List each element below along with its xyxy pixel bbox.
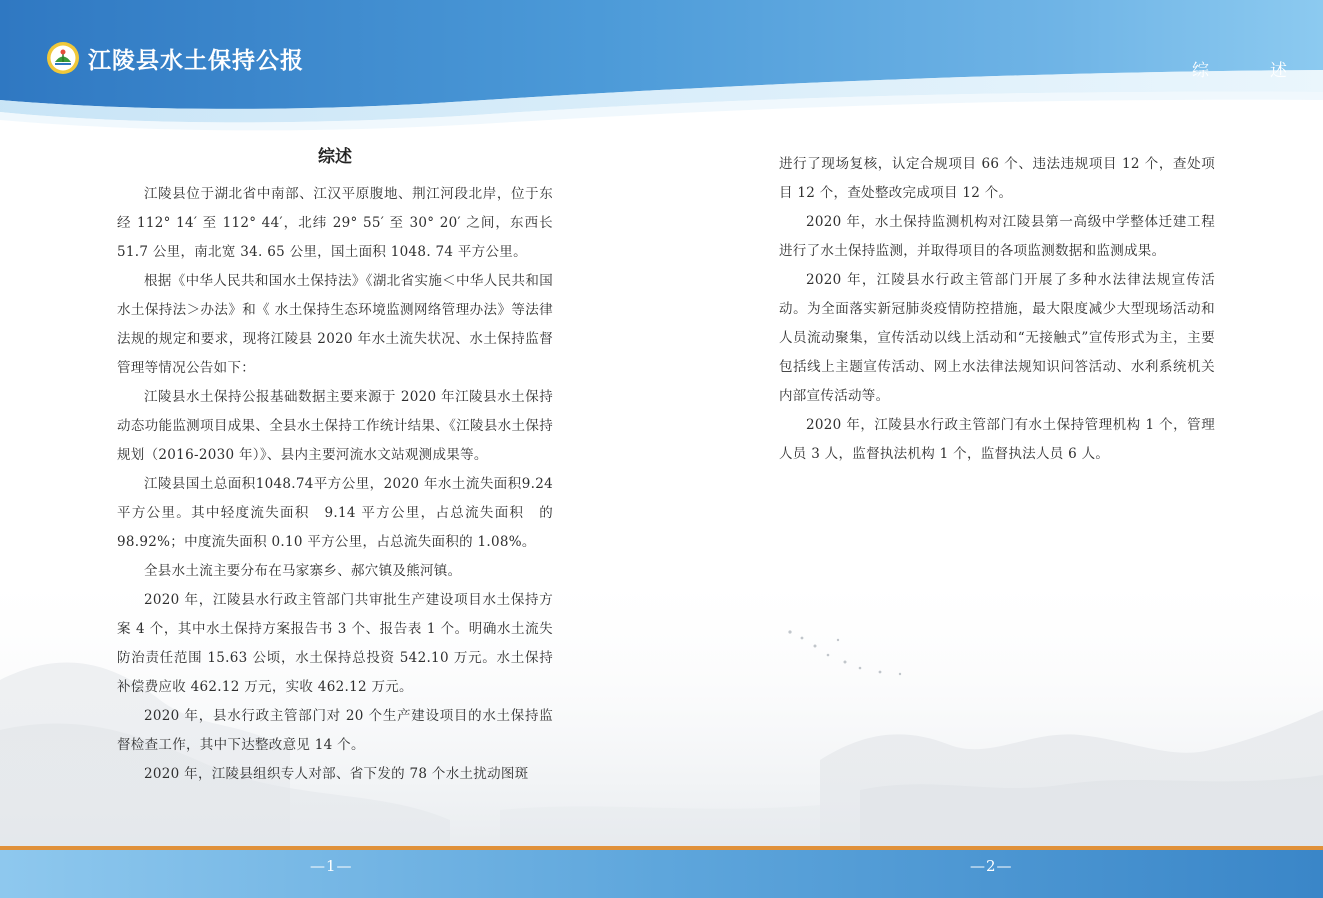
paragraph: 2020 年，县水行政主管部门对 20 个生产建设项目的水土保持监督检查工作，其中下达整改意见 14 个。: [117, 708, 553, 753]
footer-banner: [0, 846, 1323, 898]
paragraph: 江陵县水土保持公报基础数据主要来源于 2020 年江陵县水土保持动态功能监测项目成果、全县水土保持工作统计结果、《江陵县水土保持规划（2016-2030 年）》、县内主要河流水文站观测成果等。: [117, 389, 553, 463]
section-label: 综 述: [1192, 61, 1309, 81]
paragraph: 2020 年，江陵县水行政主管部门开展了多种水法律法规宣传活动。为全面落实新冠肺炎疫情防控措施，最大限度减少大型现场活动和人员流动聚集，宣传活动以线上活动和“无接触式”宣传形式为主，主要包括线上主题宣传活动、网上水法律法规知识问答活动、水利系统机关内部宣传活动等。: [779, 272, 1215, 404]
paragraph: 江陵县位于湖北省中南部、江汉平原腹地、荆江河段北岸，位于东经 112° 14′ 至 112° 44′，北纬 29° 55′ 至 30° 20′ 之间，东西长 51.7 公里，南北宽 34. 65 公里，国土面积 1048. 74 平方公里。: [117, 186, 553, 260]
paragraph: 江陵县国土总面积1048.74平方公里，2020 年水土流失面积9.24 平方公里。其中轻度流失面积 9.14 平方公里，占总流失面积 的 98.92%；中度流失面积 0.10 平方公里，占总流失面积的 1.08%。: [117, 476, 553, 550]
page-number-right: —2—: [970, 857, 1013, 875]
page-number-left: —1—: [310, 857, 353, 875]
paragraph: 2020 年，江陵县水行政主管部门有水土保持管理机构 1 个，管理人员 3 人，监督执法机构 1 个，监督执法人员 6 人。: [779, 417, 1215, 462]
left-page-content: [117, 140, 553, 789]
paragraph: 全县水土流主要分布在马家寨乡、郝穴镇及熊河镇。: [144, 563, 462, 579]
soil-conservation-emblem-icon: [46, 41, 80, 75]
paragraph-continuation: 进行了现场复核，认定合规项目 66 个、违法违规项目 12 个，查处项目 12 个，查处整改完成项目 12 个。: [779, 156, 1215, 201]
page-title: 综述: [318, 147, 352, 167]
paragraph: 根据《中华人民共和国水土保持法》《湖北省实施＜中华人民共和国水土保持法＞办法》和《 水土保持生态环境监测网络管理办法》等法律法规的规定和要求，现将江陵县 2020 年水土流失状况、水土保持监督管理等情况公告如下：: [117, 273, 553, 376]
report-brand: [46, 40, 304, 76]
right-page-content: [779, 150, 1215, 469]
paragraph: 2020 年，水土保持监测机构对江陵县第一高级中学整体迁建工程进行了水土保持监测，并取得项目的各项监测数据和监测成果。: [779, 214, 1215, 259]
report-title: 江陵县水土保持公报: [88, 47, 304, 74]
paragraph: 2020 年，江陵县组织专人对部、省下发的 78 个水土扰动图斑: [144, 766, 529, 782]
paragraph: 2020 年，江陵县水行政主管部门共审批生产建设项目水土保持方案 4 个，其中水土保持方案报告书 3 个、报告表 1 个。明确水土流失防治责任范围 15.63 公顷，水土保持总投资 542.10 万元。水土保持补偿费应收 462.12 万元，实收 462.12 万元。: [117, 592, 553, 695]
